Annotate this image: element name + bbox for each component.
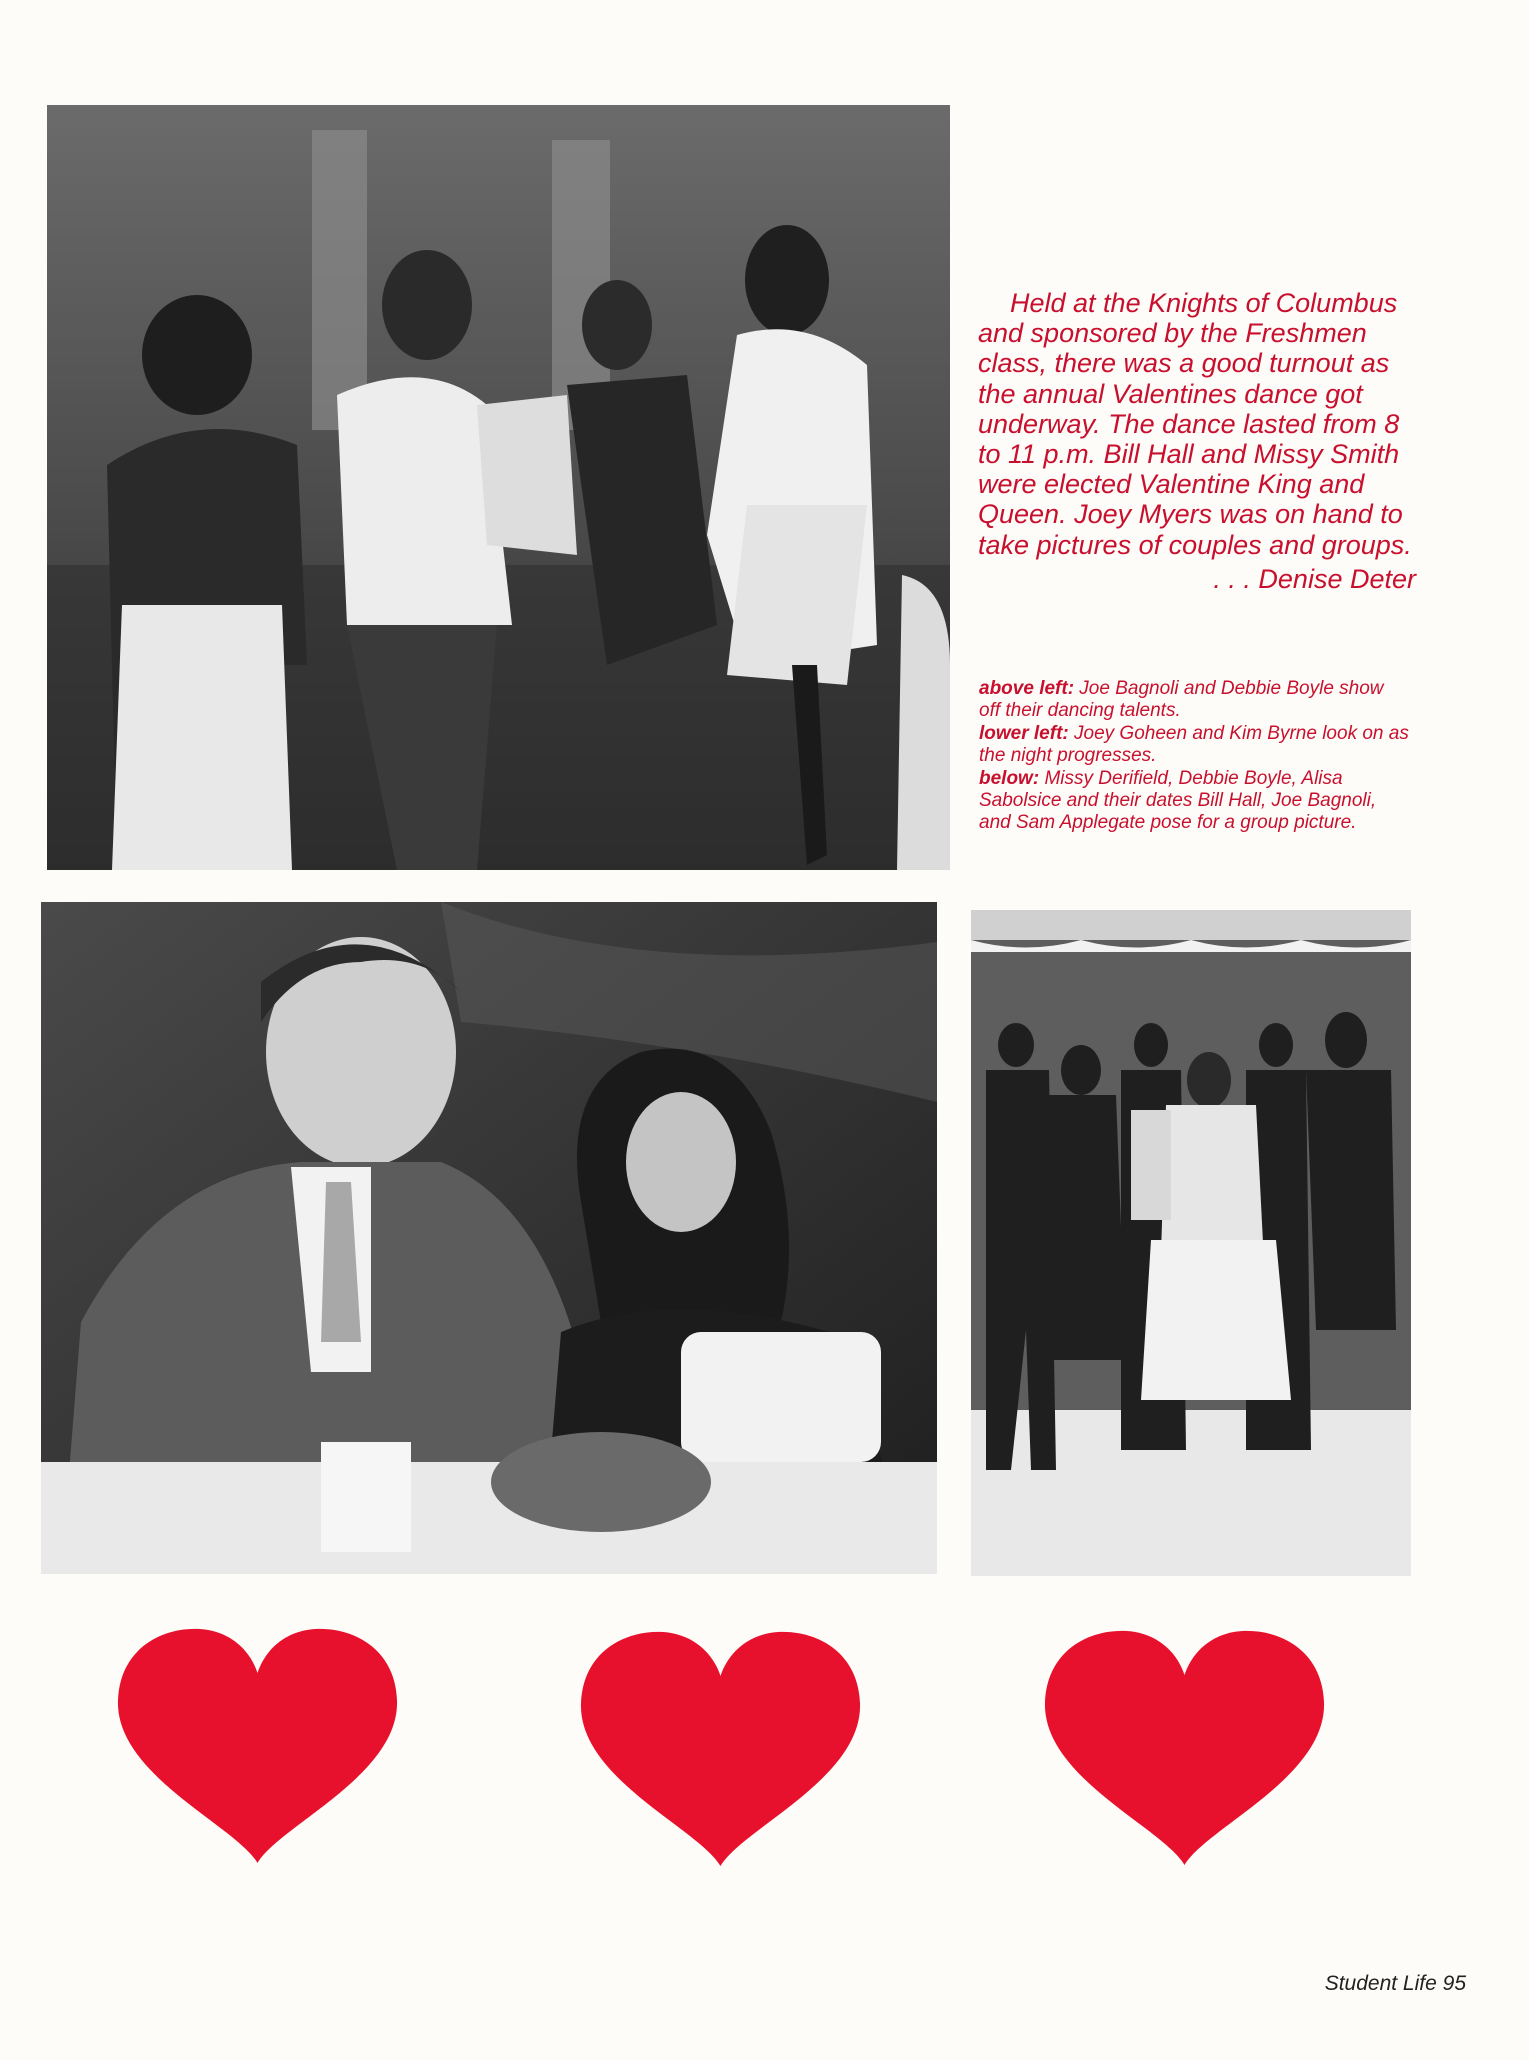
caption-lead: above left:	[979, 678, 1075, 699]
couple-at-table-photo	[41, 902, 937, 1574]
caption-lead: lower left:	[979, 722, 1069, 744]
heart-icon	[578, 1628, 863, 1868]
photo-captions	[979, 678, 1409, 835]
folio-section: Student Life	[1324, 1972, 1437, 1995]
caption-text: Missy Derifield, Debbie Boyle, Alisa Sabolsice and their dates Bill Hall, Joe Bagnoli, and Sam Applegate pose for a group picture.	[979, 767, 1377, 834]
caption-lower-left	[979, 723, 1409, 768]
caption-lead: below:	[979, 767, 1040, 789]
group-picture-photo	[971, 910, 1411, 1576]
story-byline: . . . Denise Deter	[1213, 563, 1416, 594]
caption-above-left	[979, 678, 1409, 723]
story-body: Held at the Knights of Columbus and sponsored by the Freshmen class, there was a good turnout as the annual Valentines dance got underway. The dance lasted from 8 to 11 p.m. Bill Hall and Missy Smith were elected Valentine King and Queen. Joey Myers was on hand to take pictures of couples and groups.	[978, 288, 1412, 560]
page-folio	[1325, 1972, 1466, 1996]
caption-text: Joe Bagnoli and Debbie Boyle show off their dancing talents.	[979, 678, 1384, 722]
story-text-block	[978, 288, 1428, 594]
caption-below	[979, 768, 1409, 835]
caption-text: Joey Goheen and Kim Byrne look on as the night progresses.	[979, 722, 1409, 767]
heart-icon	[1042, 1627, 1327, 1867]
folio-page-number: 95	[1442, 1972, 1466, 1995]
dance-floor-photo	[47, 105, 950, 870]
heart-icon	[115, 1625, 400, 1865]
